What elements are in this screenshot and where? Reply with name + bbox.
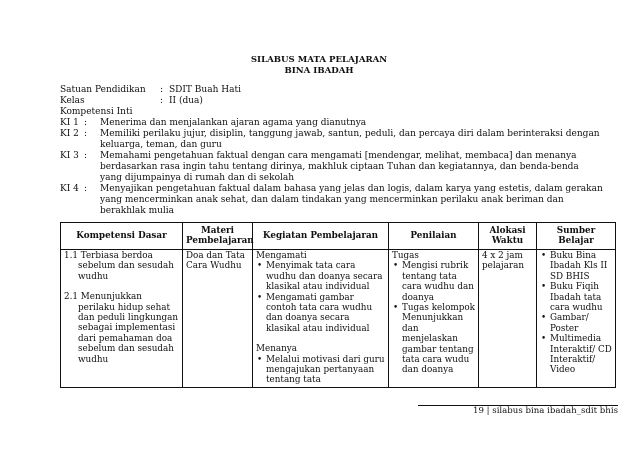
page-footer: 19 | silabus bina ibadah_sdit bhis — [418, 405, 618, 417]
kelas-colon: : — [160, 96, 164, 106]
list-item: • Menyimak tata cara wudhu dan doanya secara klasikal atau individual — [266, 261, 385, 292]
kd-item: 1.1 Terbiasa berdoa sebelum dan sesudah wudhu — [64, 251, 174, 282]
table-row — [61, 250, 616, 388]
header-sumber: Sumber Belajar — [537, 223, 616, 250]
header-kompetensi-dasar: Kompetensi Dasar — [61, 223, 183, 250]
list-item: • Tugas kelompok Menunjukkan dan menjelaskan gambar tentang tata cara wudu dan doanya — [402, 303, 475, 376]
ki-heading: Kompetensi Inti — [60, 107, 133, 117]
cell-kompetensi-dasar — [61, 250, 183, 388]
kd-item: 2.1 Menunjukkan perilaku hidup sehat dan peduli lingkungan sebagai implementasi dari pemahaman doa sebelum dan sesudah wudhu — [64, 292, 179, 365]
list-item: • Buku Bina Ibadah Kls II SD BHIS — [550, 251, 612, 282]
syllabus-table — [60, 222, 616, 388]
cell-materi: Doa dan Tata Cara Wudhu — [183, 250, 253, 388]
satuan-label: Satuan Pendidikan — [60, 85, 146, 95]
cell-alokasi: 4 x 2 jam pelajaran — [479, 250, 537, 388]
header-penilaian: Penilaian — [389, 223, 479, 250]
satuan-colon: : — [160, 85, 164, 95]
list-item: • Buku Fiqih Ibadah tata cara wudhu — [550, 282, 612, 313]
document-subtitle: BINA IBADAH — [284, 66, 354, 76]
document-page: SILABUS MATA PELAJARAN BINA IBADAH Satuan Pendidikan : SDIT Buah Hati Kelas : II (dua) Kompetensi Inti KI 1 : Menerima dan menjalankan ajaran agama yang dianutnya KI 2 : Memiliki perilaku jujur, disiplin, tanggung jawab, santun, peduli, dan percaya diri dalam berinteraksi dengan keluarga, teman, dan guru KI 3 : Memahami pengetahuan faktual dengan cara mengamati [mendengar, melihat, membaca] dan menanya berdasarkan rasa ingin tahu tentang dirinya, makhluk ciptaan Tuhan dan kegiatannya, dan benda-benda yang dijumpainya di rumah dan di sekolah KI 4 : Menyajikan pengetahuan faktual dalam bahasa yang jelas dan logis, dalam karya yang estetis, dalam gerakan yang mencerminkan anak sehat, dan dalam tindakan yang mencerminkan perilaku anak beriman dan berakhlak mulia Kompetensi Dasar Materi Pembelajaran Kegiatan Pembelajaran Penilaian Alokasi Waktu Sumber Belajar 1.1 Terbiasa berdoa sebelum dan sesudah wudhu 2.1 Menunjukkan perilaku hidup sehat dan peduli lingkungan sebagai implementasi dari pemahaman doa sebelum dan sesudah wudhu Doa dan Tata Cara Wudhu Mengamati • Menyimak tata cara wudhu dan doanya secara klasikal atau individual • Mengamati gambar contoh tata cara wudhu dan doanya secara klasikal atau individual Menanya • Melalui motivasi dari guru mengajukan pertanyaan tentang tata Tugas • Mengisi rubrik tentang tata cara wudhu dan doanya • Tugas kelompok Menunjukkan dan menjelaskan gambar tentang tata cara wudu dan doanya 4 x 2 jam pelajaran • Buku Bina Ibadah Kls II SD BHIS • Buku Fiqih Ibadah tata cara wudhu • Gambar/ Poster • Multimedia Interaktif/ CD Interaktif/ Video 19 | silabus bina ibadah_sdit bhis — [0, 0, 638, 452]
kelas-label: Kelas — [60, 96, 85, 106]
list-item: • Mengisi rubrik tentang tata cara wudhu dan doanya — [402, 261, 475, 303]
table-header-row — [61, 223, 616, 250]
list-item: • Gambar/ Poster — [550, 313, 612, 334]
list-item: • Mengamati gambar contoh tata cara wudhu dan doanya secara klasikal atau individual — [266, 293, 385, 335]
list-item: • Multimedia Interaktif/ CD Interaktif/ Video — [550, 334, 612, 376]
header-materi: Materi Pembelajaran — [183, 223, 253, 250]
satuan-value: SDIT Buah Hati — [169, 85, 241, 95]
kelas-value: II (dua) — [169, 96, 203, 106]
cell-kegiatan: Mengamati • Menyimak tata cara wudhu dan doanya secara klasikal atau individual • Mengamati gambar contoh tata cara wudhu dan doanya secara klasikal atau individual Menanya • Melalui motivasi dari guru mengajukan pertanyaan tentang tata — [253, 250, 389, 388]
cell-penilaian: Tugas • Mengisi rubrik tentang tata cara wudhu dan doanya • Tugas kelompok Menunjukkan dan menjelaskan gambar tentang tata cara wudu dan doanya — [389, 250, 479, 388]
header-kegiatan: Kegiatan Pembelajaran — [253, 223, 389, 250]
cell-sumber — [537, 250, 616, 388]
list-item: • Melalui motivasi dari guru mengajukan pertanyaan tentang tata — [266, 355, 385, 386]
document-title: SILABUS MATA PELAJARAN — [250, 55, 388, 65]
header-alokasi: Alokasi Waktu — [479, 223, 537, 250]
